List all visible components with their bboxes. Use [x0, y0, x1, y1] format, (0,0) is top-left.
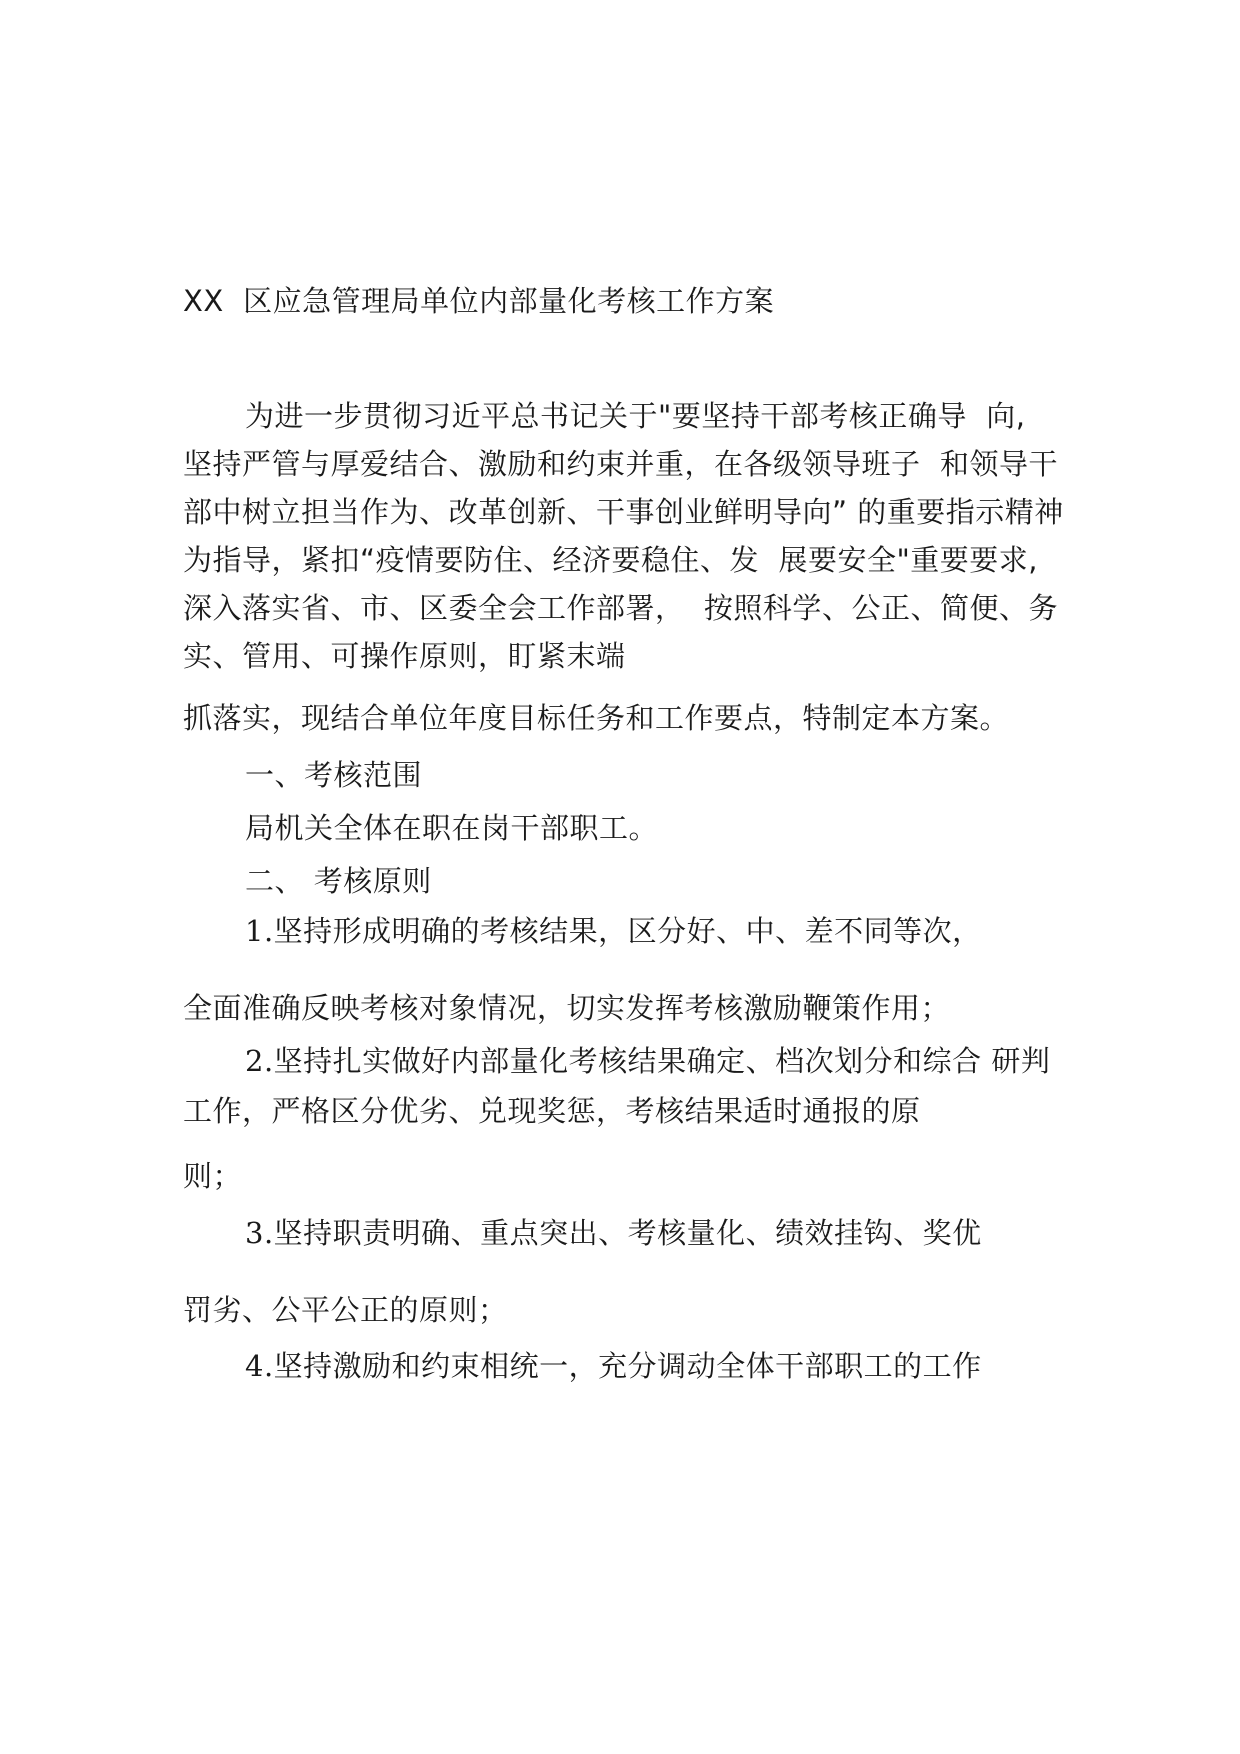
intro-line: 坚持严管与厚爱结合、激励和约束并重，在各级领导班子 和领导干	[183, 447, 1058, 481]
intro-line: 为指导，紧扣“疫情要防住、经济要稳住、发 展要安全"重要要求,	[183, 543, 1039, 577]
intro-line: 部中树立担当作为、改革创新、干事创业鲜明导向” 的重要指示精神	[183, 495, 1064, 529]
section1-heading: 一、考核范围	[245, 758, 423, 792]
item-text: 坚持形成明确的考核结果，区分好、中、差不同等次，	[273, 914, 982, 948]
item-number: 2.	[245, 1044, 274, 1078]
intro-line: 为进一步贯彻习近平总书记关于"要坚持干部考核正确导 向,	[245, 399, 1026, 433]
document-title: XX 区应急管理局单位内部量化考核工作方案	[183, 284, 775, 318]
item-number: 3.	[245, 1216, 274, 1250]
intro-line: 深入落实省、市、区委全会工作部署， 按照科学、公正、简便、务	[183, 591, 1058, 625]
principle-item-3	[245, 1215, 982, 1251]
item-text: 坚持扎实做好内部量化考核结果确定、档次划分和综合 研判	[273, 1044, 1051, 1078]
section2-heading: 二、 考核原则	[245, 864, 432, 898]
item-continuation: 全面准确反映考核对象情况，切实发挥考核激励鞭策作用；	[183, 991, 951, 1025]
intro-line: 抓落实，现结合单位年度目标任务和工作要点，特制定本方案。	[183, 701, 1010, 735]
item-number: 1.	[245, 914, 274, 948]
section1-text: 局机关全体在职在岗干部职工。	[245, 811, 659, 845]
principle-item-4	[245, 1348, 982, 1384]
item-text: 坚持职责明确、重点突出、考核量化、绩效挂钩、奖优	[273, 1216, 982, 1250]
principle-item-2	[245, 1043, 1050, 1079]
item-number: 4.	[245, 1349, 274, 1383]
intro-line: 实、管用、可操作原则，盯紧末端	[183, 639, 626, 673]
item-continuation: 工作，严格区分优劣、兑现奖惩，考核结果适时通报的原	[183, 1094, 921, 1128]
item-text: 坚持激励和约束相统一，充分调动全体干部职工的工作	[273, 1349, 982, 1383]
principle-item-1	[245, 913, 982, 949]
item-continuation: 则；	[183, 1159, 243, 1193]
item-continuation: 罚劣、公平公正的原则；	[183, 1293, 508, 1327]
